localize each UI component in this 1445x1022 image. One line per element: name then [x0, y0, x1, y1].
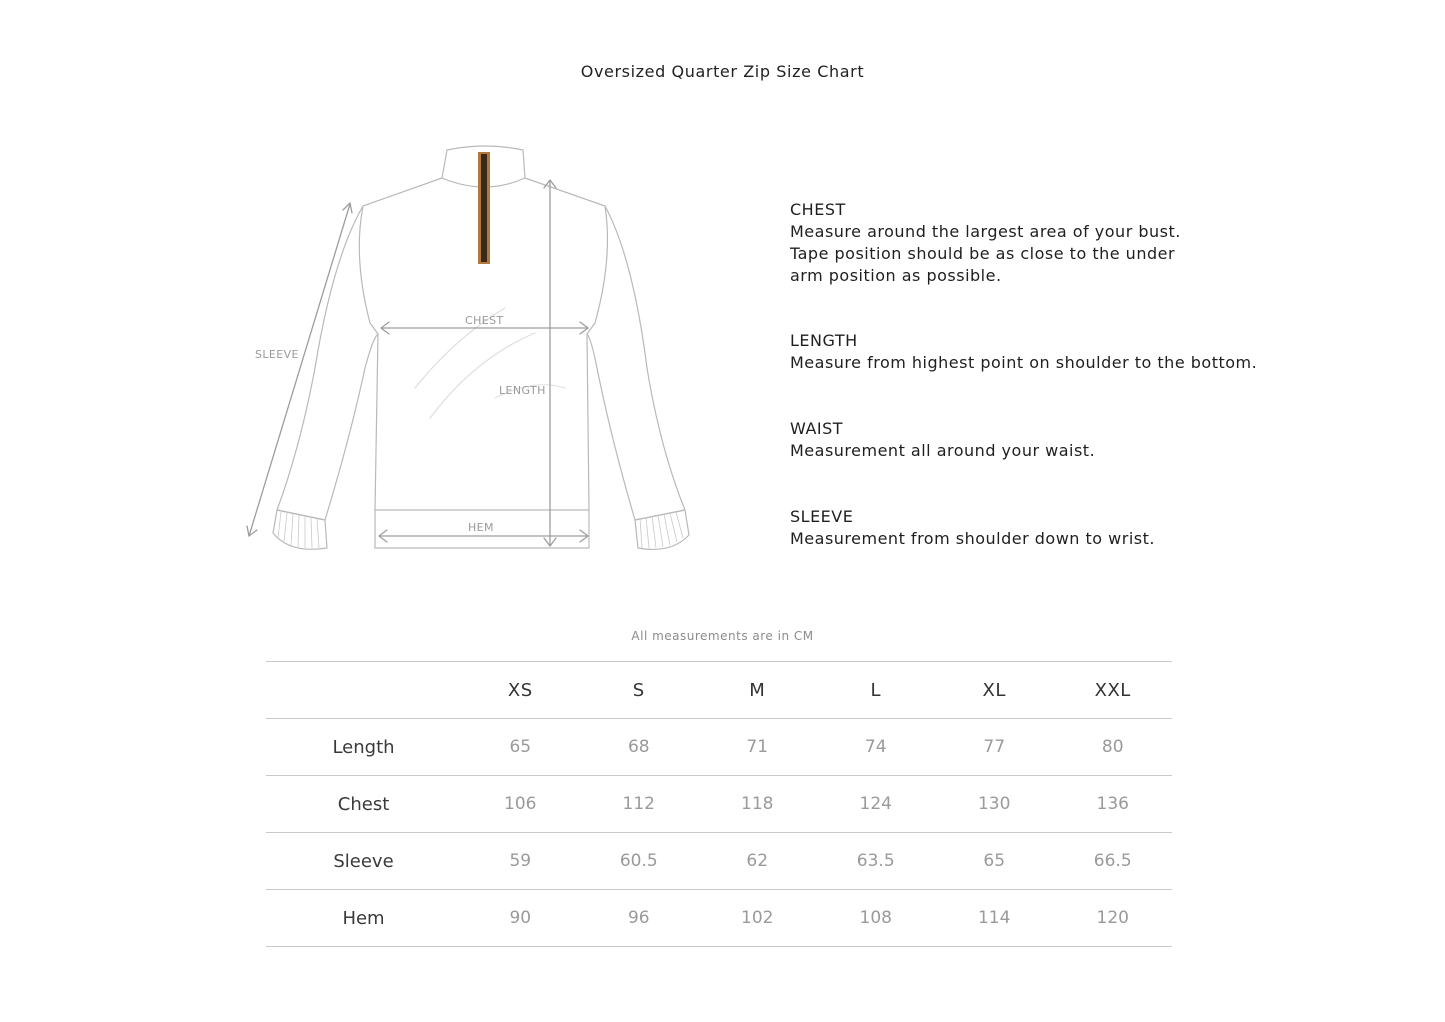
table-cell: 96 [580, 890, 698, 947]
table-cell: 65 [461, 719, 579, 776]
size-header: XS [461, 662, 579, 719]
table-cell: 60.5 [580, 833, 698, 890]
guide-heading: LENGTH [790, 331, 858, 350]
table-cell: 114 [935, 890, 1053, 947]
right-sleeve-outline [587, 206, 685, 520]
table-cell: 108 [816, 890, 934, 947]
size-header: L [816, 662, 934, 719]
guide-description: Measure around the largest area of your bust. Tape position should be as close to the under arm position as possible. [790, 222, 1181, 285]
table-row [266, 890, 1172, 947]
guide-sleeve [790, 506, 1350, 550]
row-label: Chest [266, 776, 461, 833]
row-label: Hem [266, 890, 461, 947]
table-cell: 66.5 [1053, 833, 1172, 890]
table-cell: 120 [1053, 890, 1172, 947]
table-corner [266, 662, 461, 719]
diagram-label-sleeve: SLEEVE [255, 348, 299, 361]
table-cell: 112 [580, 776, 698, 833]
size-header: XXL [1053, 662, 1172, 719]
guide-description: Measure from highest point on shoulder to the bottom. [790, 353, 1258, 372]
guide-heading: CHEST [790, 200, 846, 219]
guide-waist [790, 418, 1350, 462]
table-row [266, 833, 1172, 890]
table-cell: 106 [461, 776, 579, 833]
table-cell: 59 [461, 833, 579, 890]
table-cell: 118 [698, 776, 816, 833]
row-label: Sleeve [266, 833, 461, 890]
table-cell: 68 [580, 719, 698, 776]
table-row [266, 776, 1172, 833]
table-cell: 65 [935, 833, 1053, 890]
guide-chest [790, 199, 1350, 287]
table-header-row [266, 662, 1172, 719]
diagram-label-hem: HEM [468, 521, 494, 534]
diagram-label-chest: CHEST [465, 314, 504, 327]
table-cell: 130 [935, 776, 1053, 833]
size-table [266, 661, 1172, 947]
table-cell: 90 [461, 890, 579, 947]
table-cell: 124 [816, 776, 934, 833]
size-header: XL [935, 662, 1053, 719]
table-row [266, 719, 1172, 776]
guide-description: Measurement all around your waist. [790, 441, 1096, 460]
row-label: Length [266, 719, 461, 776]
size-header: S [580, 662, 698, 719]
table-cell: 71 [698, 719, 816, 776]
table-cell: 80 [1053, 719, 1172, 776]
garment-diagram [235, 138, 705, 568]
page-title: Oversized Quarter Zip Size Chart [580, 62, 865, 81]
table-cell: 102 [698, 890, 816, 947]
size-header: M [698, 662, 816, 719]
table-cell: 74 [816, 719, 934, 776]
guide-length [790, 330, 1350, 374]
guide-heading: SLEEVE [790, 507, 854, 526]
table-cell: 63.5 [816, 833, 934, 890]
table-cell: 62 [698, 833, 816, 890]
units-note: All measurements are in CM [631, 629, 814, 643]
zip-teeth [481, 154, 487, 262]
guide-description: Measurement from shoulder down to wrist. [790, 529, 1155, 548]
table-cell: 136 [1053, 776, 1172, 833]
left-sleeve-outline [277, 206, 378, 520]
guide-heading: WAIST [790, 419, 844, 438]
diagram-label-length: LENGTH [499, 384, 546, 397]
table-cell: 77 [935, 719, 1053, 776]
